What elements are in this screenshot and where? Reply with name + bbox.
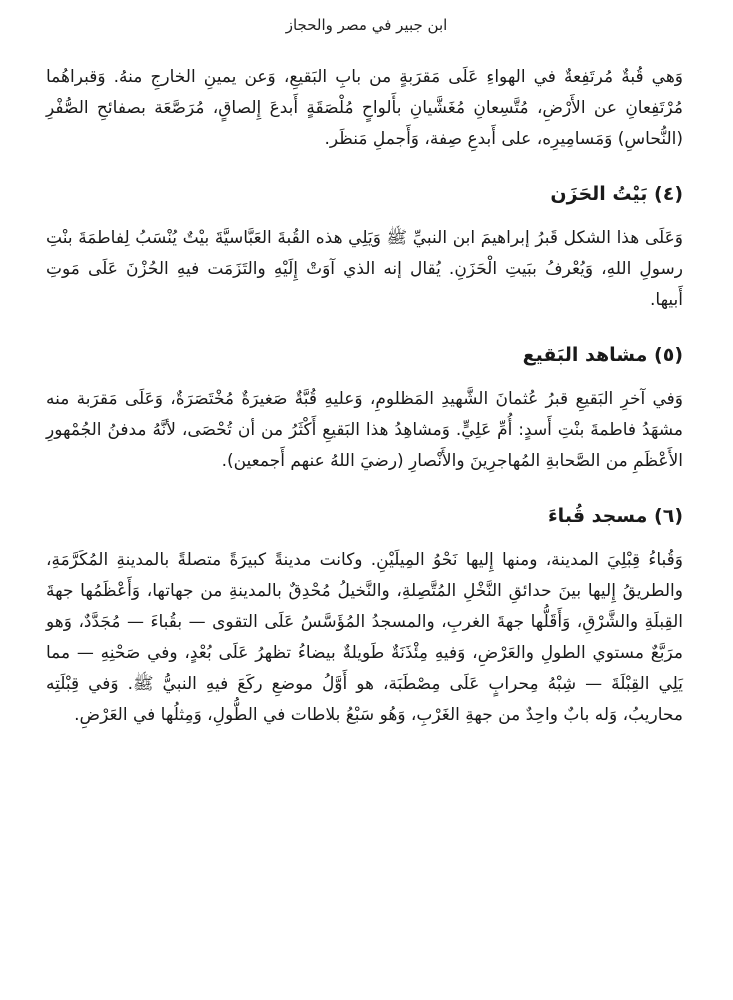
- section-paragraph-bayt-al-hazan: وَعَلَى هذا الشكل قَبرُ إبراهيمَ ابن النبيِّ ﷺ وَيَلِي هذه القُبةَ العَبَّاسيَّةَ بيْتٌ يُنْسَبُ لِفاطمَةَ بنْتِ رسولِ اللهِ، وَيُعْرفُ ببَيتِ الْحَزَنِ. يُقال إنه الذي آوَتْ إِلَيْهِ والتَزَمَت فيهِ الحُزْنَ عَلَى مَوتِ أَبيها.: [46, 228, 683, 310]
- section-paragraph-baqi-shrines: وَفي آخرِ البَقيعِ قبرُ عُثمانَ الشَّهيدِ المَظلومِ، وَعليهِ قُبَّةٌ صَغيرَةٌ مُخْتَصَرَةٌ، وَعَلَى مَقرَبة منه مشهَدُ فاطمةَ بنْتِ أَسدٍ: أُمِّ عَلِيٍّ. وَمشاهِدُ هذا البَقيعِ أَكْثَرُ من أن تُحْصَى، لأنَّهُ مدفنُ الجُمْهورِ الأَعْظَمِ من الصَّحابةِ المُهاجرِينَ والأَنْصارِ (رضيَ اللهُ عنهم أَجمعين).: [46, 389, 683, 471]
- section-paragraph-quba-mosque: وَقُباءُ قِبْلِيَ المدينة، ومنها إِليها نَحْوُ المِيلَيْنِ. وكانت مدينةً كبيرَةً متصلةً بالمدينةِ المُكَرَّمَةِ، والطريقُ إِليها بينَ حدائقِ النَّخْلِ المُتَّصِلةِ، والنَّخيلُ مُحْدِقٌ بالمدينةِ من جهاتها، وَأَعْظَمُها جهةَ القِبلَةِ والشَّرْقِ، وَأَقَلُّها جهةَ الغربِ، والمسجدُ المُؤَسَّسُ عَلَى التقوى — بقُباءَ — مُجَدَّدٌ، وَهو مرَبَّعٌ مستوي الطولِ والعَرْضِ، وَفيهِ مِئْذَنَةٌ طَويلةٌ بيضاءُ تظهرُ عَلَى بُعْدٍ، وفي صَحْنِهِ — مما يَلِي القِبْلَةَ — شِبْهُ مِحرابٍ عَلَى مِصْطَبَة، هو أَوَّلُ موضعِ ركَعَ فيهِ النبيُّ ﷺ. وَفي قِبْلَتِه محاريبُ، وَله بابٌ واحِدٌ من جهةِ الغَرْبِ، وَهُو سَبْعُ بلاطات في الطُّولِ، وَمِثلُها في العَرْضِ.: [46, 550, 683, 725]
- page-body: [46, 62, 683, 731]
- section-heading-bayt-al-hazan: (٤) بَيْتُ الحَزَن: [550, 183, 683, 205]
- section-heading-baqi-shrines: (٥) مشاهد البَقيع: [522, 344, 683, 366]
- section-heading-quba-mosque: (٦) مسجد قُباءَ: [547, 505, 683, 527]
- running-header: ابن جبير في مصر والحجاز: [285, 16, 448, 34]
- intro-paragraph: وَهي قُبةٌ مُرتَفِعةٌ في الهواءِ عَلَى مَقرَبةٍ من بابِ البَقيعِ، وَعن يمينِ الخارجِ منهُ. وَقبراهُما مُرْتَفِعانِ عن الأَرْضِ، مُتَّسِعانِ مُغَشَّيانِ بأَلواحٍ مُلْصَقَةٍ أَبدعَ إِلصاقٍ، مُرَصَّعَة بصفائحِ الصُّفْرِ (النُّحاسِ) وَمَسامِيرِه، على أَبدعِ صِفة، وَأَجملِ مَنظَر.: [46, 67, 683, 149]
